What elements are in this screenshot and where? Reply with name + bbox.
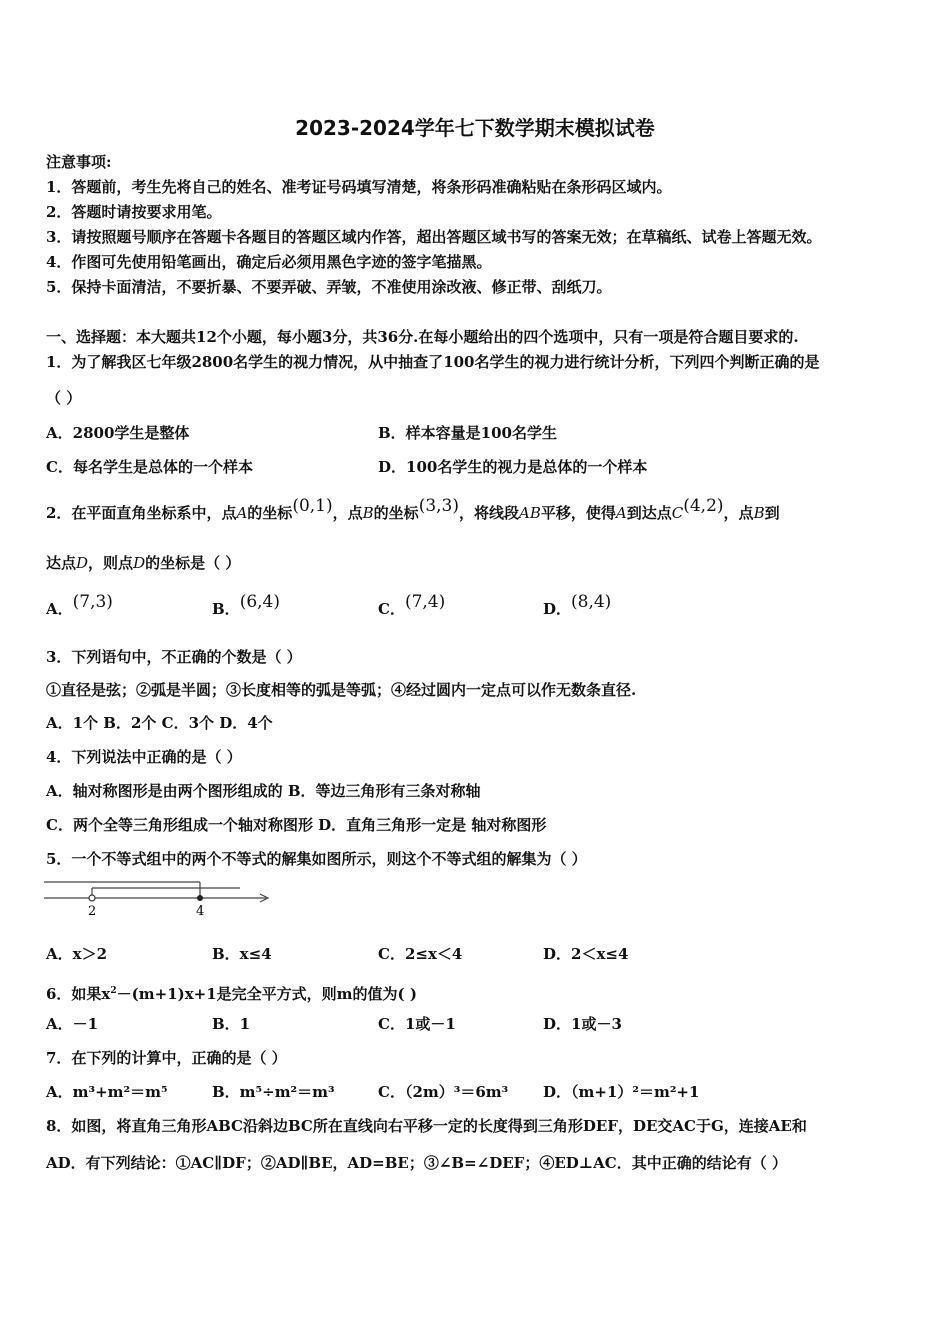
q2-text: ，将线段 xyxy=(459,504,520,522)
tick-label-4: 4 xyxy=(196,904,205,919)
q4-options-cd: C．两个全等三角形组成一个轴对称图形 D．直角三角形一定是 轴对称图形 xyxy=(46,816,547,834)
q1-option-d: D．100名学生的视力是总体的一个样本 xyxy=(378,458,648,476)
q2-option-b xyxy=(212,592,280,619)
q5-option-b: B．x≤4 xyxy=(212,945,272,963)
number-line-figure xyxy=(44,876,274,920)
q4-options-ab: A．轴对称图形是由两个图形组成的 B．等边三角形有三条对称轴 xyxy=(46,782,481,800)
q5-option-d: D．2＜x≤4 xyxy=(543,945,629,963)
q2-point-b: B xyxy=(362,504,374,522)
section-heading: 一、选择题：本大题共12个小题，每小题3分，共36分.在每小题给出的四个选项中，只有一项是符合题目要求的. xyxy=(46,328,799,346)
q7-option-a: A．m³+m²＝m⁵ xyxy=(46,1083,168,1101)
q1-option-b: B．样本容量是100名学生 xyxy=(378,424,557,442)
q2-option-d xyxy=(543,592,612,619)
q7-option-b: B．m⁵÷m²＝m³ xyxy=(212,1083,335,1101)
q2-point-a2: A xyxy=(615,504,627,522)
q2-option-d-label: D． xyxy=(543,600,572,618)
closed-point-4 xyxy=(197,895,203,901)
q2-option-b-label: B． xyxy=(212,600,240,618)
q2-coord-c: (4,2) xyxy=(683,496,724,516)
q2-text: 的坐标 xyxy=(247,504,293,522)
q3-options: A．1个 B．2个 C．3个 D．4个 xyxy=(46,714,273,732)
q2-text: 到达点 xyxy=(626,504,672,522)
q5-option-a: A．x＞2 xyxy=(46,945,108,963)
q2-option-c-label: C． xyxy=(378,600,405,618)
note-item-2: 2．答题时请按要求用笔。 xyxy=(46,203,222,221)
q2-point-d: D xyxy=(76,554,89,572)
q3-statements: ①直径是弦；②弧是半圆；③长度相等的弧是等弧；④经过圆内一定点可以作无数条直径. xyxy=(46,681,637,699)
q6-option-b: B．1 xyxy=(212,1015,251,1033)
q2-option-c xyxy=(378,592,446,619)
q2-text: 2．在平面直角坐标系中，点 xyxy=(46,504,237,522)
q2-coord-b: (3,3) xyxy=(418,496,459,516)
q6-stem xyxy=(46,981,417,1004)
q2-point-a: A xyxy=(236,504,248,522)
q3-stem: 3．下列语句中，不正确的个数是（ ） xyxy=(46,648,302,666)
q2-text: 到 xyxy=(764,504,780,522)
note-item-4: 4．作图可先使用铅笔画出，确定后必须用黑色字迹的签字笔描黑。 xyxy=(46,253,492,271)
q6-option-a: A．－1 xyxy=(46,1015,99,1033)
q2-text: ，则点 xyxy=(88,554,134,572)
q6-option-d: D．1或－3 xyxy=(543,1015,622,1033)
q2-coord-a: (0,1) xyxy=(292,496,333,516)
q2-option-a xyxy=(46,592,113,619)
q2-stem-line2 xyxy=(46,553,240,573)
notes-header: 注意事项: xyxy=(46,153,112,171)
q6-option-c: C．1或－1 xyxy=(378,1015,456,1033)
q2-stem-line1 xyxy=(46,496,780,523)
q8-stem-line1: 8．如图，将直角三角形ABC沿斜边BC所在直线向右平移一定的长度得到三角形DEF，DE交AC于G，连接AE和 xyxy=(46,1117,807,1135)
q2-option-a-value: (7,3) xyxy=(72,592,113,612)
q2-option-a-label: A． xyxy=(46,600,73,618)
q1-option-a: A．2800学生是整体 xyxy=(46,424,190,442)
q2-text: 的坐标是（ ） xyxy=(145,554,241,572)
q2-text: 的坐标 xyxy=(373,504,419,522)
exam-title: 2023-2024学年七下数学期末模拟试卷 xyxy=(295,116,655,140)
q6-exponent: 2 xyxy=(110,986,117,996)
q2-option-b-value: (6,4) xyxy=(239,592,280,612)
note-item-1: 1．答题前，考生先将自己的姓名、准考证号码填写清楚，将条形码准确粘贴在条形码区域内。 xyxy=(46,178,672,196)
q6-stem-b: －(m+1)x+1是完全平方式，则m的值为( ) xyxy=(116,985,417,1003)
q2-option-d-value: (8,4) xyxy=(571,592,612,612)
q7-option-d: D．（m+1）²＝m²+1 xyxy=(543,1083,700,1101)
q2-text: 达点 xyxy=(46,554,77,572)
note-item-3: 3．请按照题号顺序在答题卡各题目的答题区域内作答，超出答题区域书写的答案无效；在草稿纸、试卷上答题无效。 xyxy=(46,228,822,246)
q2-text: ，点 xyxy=(332,504,363,522)
q2-point-c: C xyxy=(671,504,684,522)
q6-stem-a: 6．如果x xyxy=(46,985,111,1003)
q7-stem: 7．在下列的计算中，正确的是（ ） xyxy=(46,1049,287,1067)
q1-paren: （ ） xyxy=(46,389,82,407)
q1-option-c: C．每名学生是总体的一个样本 xyxy=(46,458,253,476)
tick-label-2: 2 xyxy=(88,904,97,919)
q4-stem: 4．下列说法中正确的是（ ） xyxy=(46,748,242,766)
q2-point-d2: D xyxy=(133,554,146,572)
q2-point-b2: B xyxy=(753,504,765,522)
q2-option-c-value: (7,4) xyxy=(404,592,446,612)
q5-option-c: C．2≤x＜4 xyxy=(378,945,463,963)
open-point-2 xyxy=(89,895,95,901)
q2-text: ，点 xyxy=(723,504,754,522)
q2-segment-ab: AB xyxy=(519,504,541,522)
q5-stem: 5．一个不等式组中的两个不等式的解集如图所示，则这个不等式组的解集为（ ） xyxy=(46,850,587,868)
q7-option-c: C．（2m）³＝6m³ xyxy=(378,1083,509,1101)
q1-stem: 1．为了解我区七年级2800名学生的视力情况，从中抽查了100名学生的视力进行统计分析，下列四个判断正确的是 xyxy=(46,353,820,371)
note-item-5: 5．保持卡面清洁，不要折暴、不要弄破、弄皱，不准使用涂改液、修正带、刮纸刀。 xyxy=(46,278,612,296)
q8-stem-line2: AD．有下列结论：①AC∥DF；②AD∥BE，AD=BE；③∠B=∠DEF；④ED⊥AC．其中正确的结论有（ ） xyxy=(46,1154,787,1172)
q2-text: 平移，使得 xyxy=(540,504,616,522)
